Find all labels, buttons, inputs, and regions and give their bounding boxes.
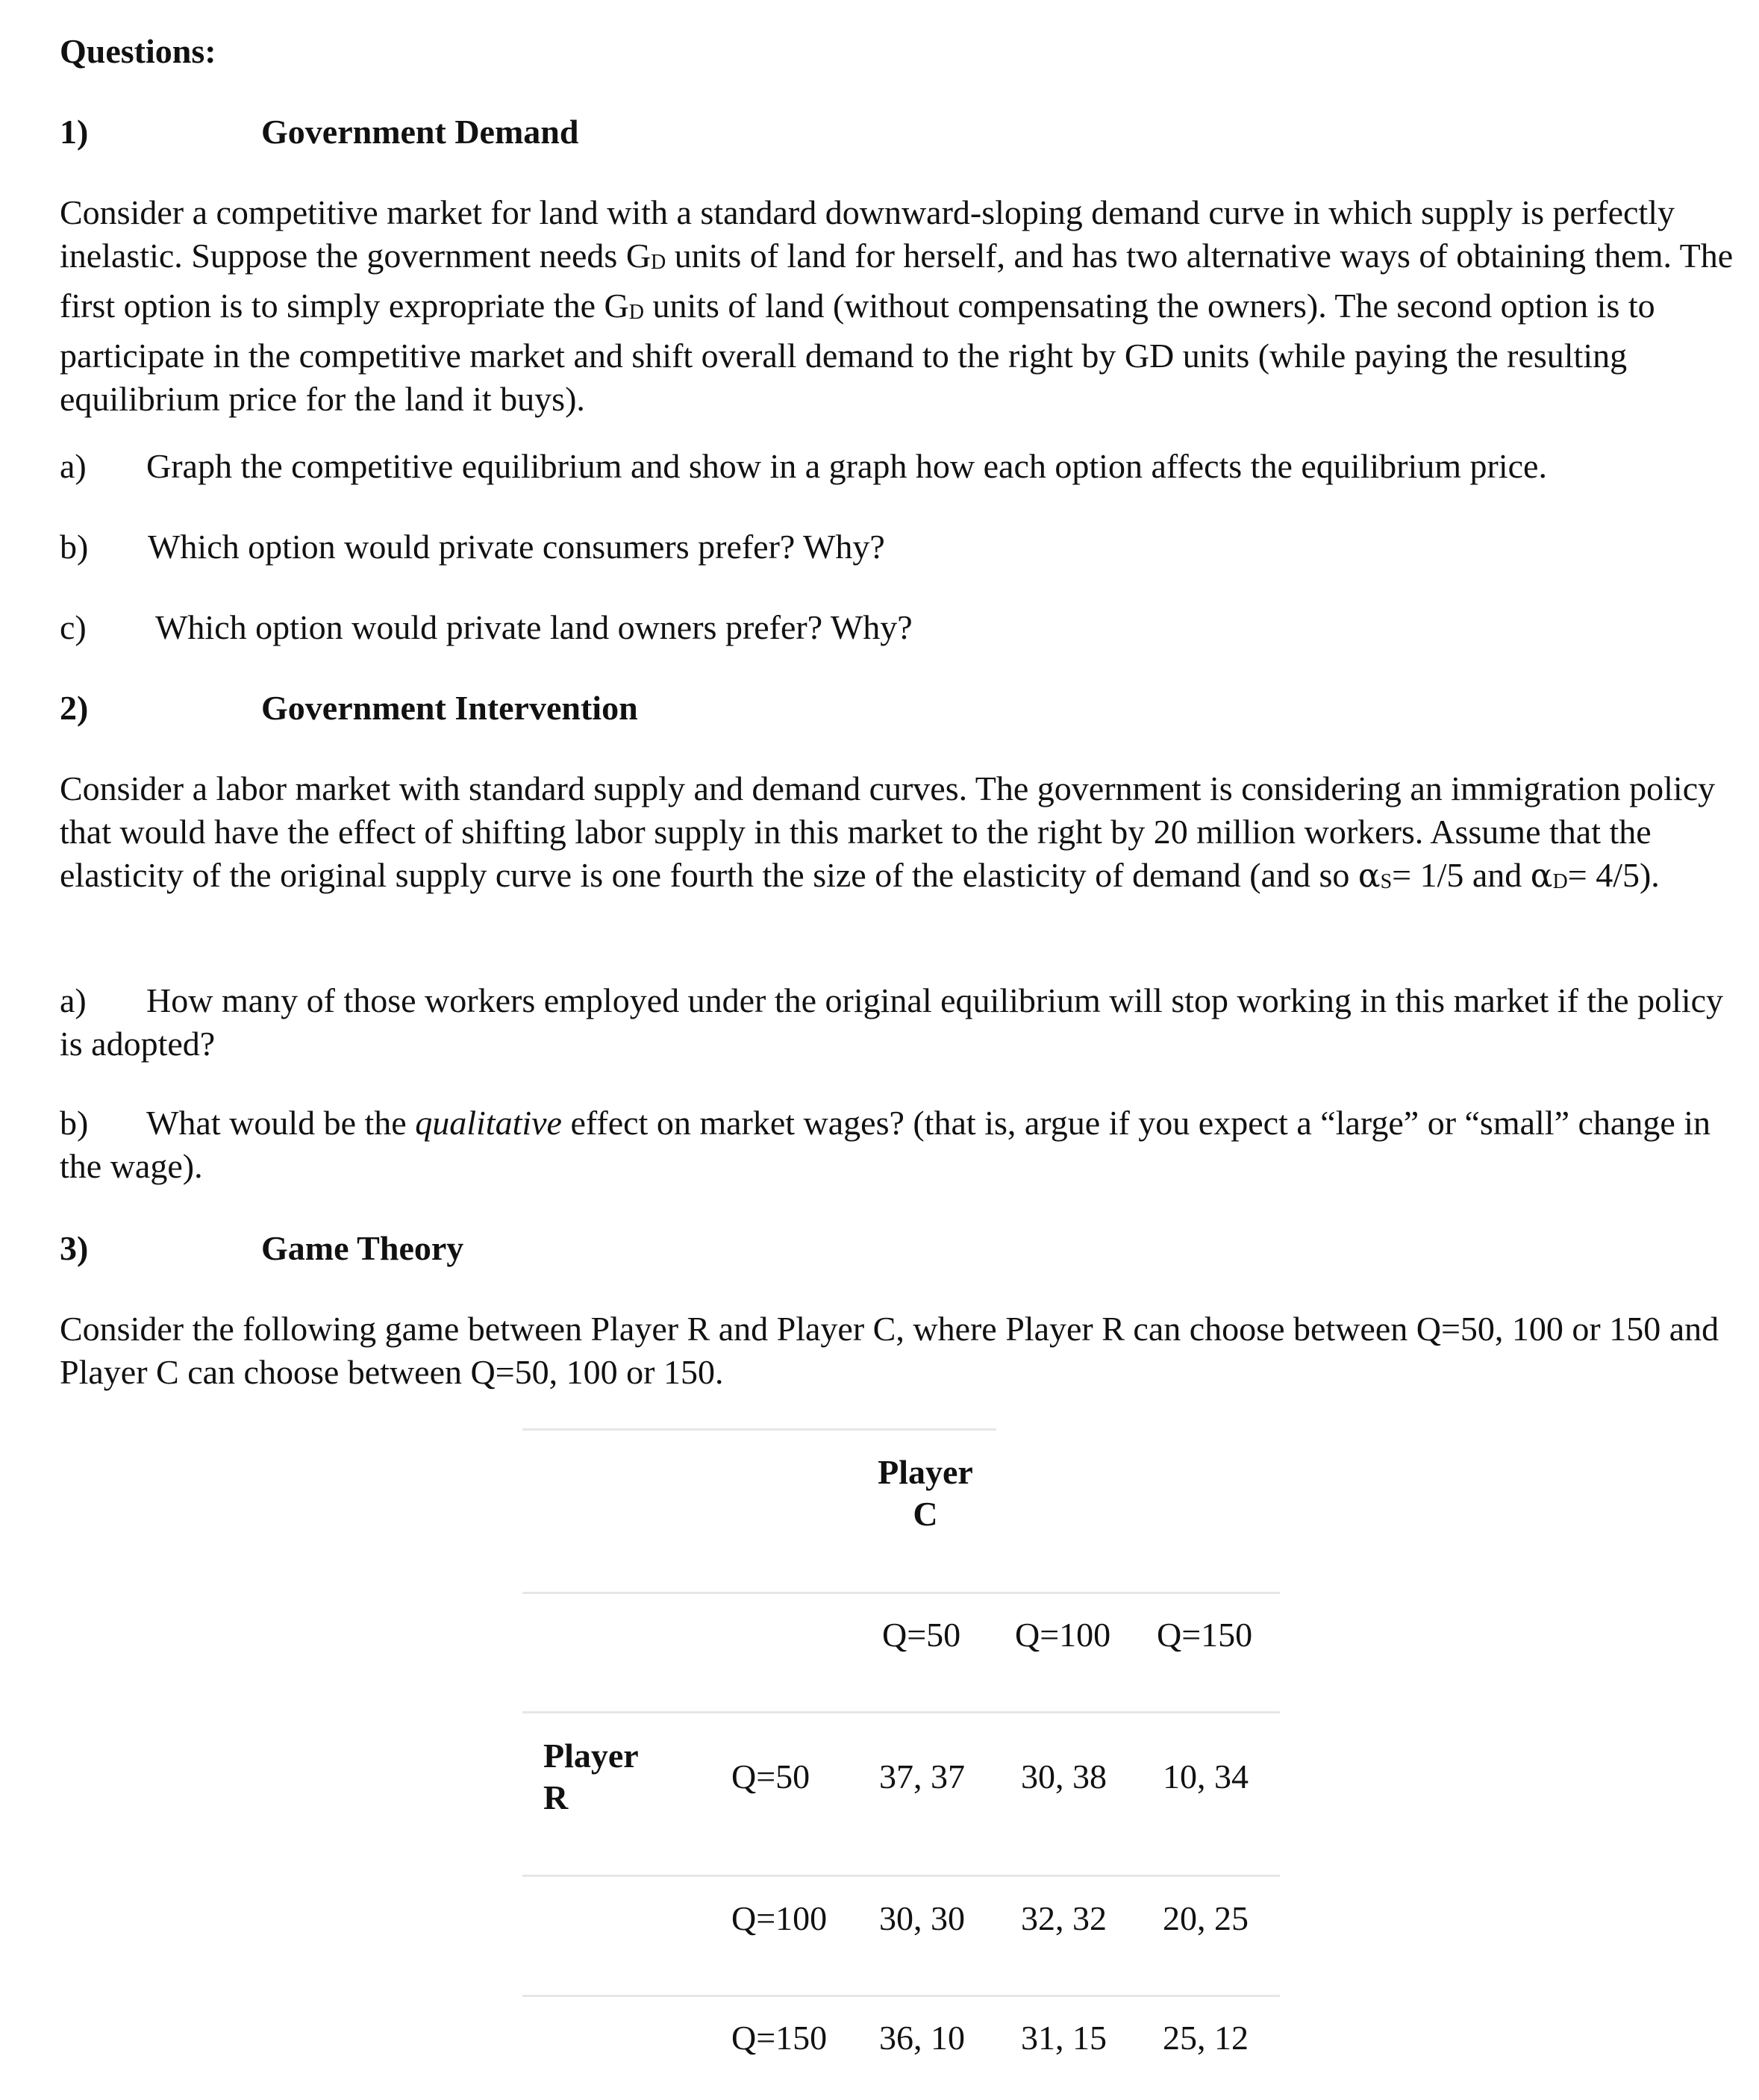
payoff-cell: 20, 25 — [1163, 1899, 1249, 1937]
payoff-cell: 32, 32 — [1021, 1899, 1107, 1937]
q1-item-b-text: Which option would private consumers prefer? Why? — [148, 528, 885, 566]
q2-item-a-letter: a) — [60, 981, 87, 1019]
table-rule-header — [522, 1592, 1280, 1594]
q2-subscript-s: S — [1380, 870, 1393, 893]
q1-text-part-2: units of land for herself, and has two alternative ways of obtaining them. The first option is to simply expropriate the G — [60, 237, 1734, 325]
q2-item-b-letter: b) — [60, 1104, 89, 1142]
row-player-label-line-2: R — [543, 1778, 569, 1816]
payoff-cell: 36, 10 — [879, 2019, 965, 2057]
page-heading: Questions: — [60, 32, 216, 70]
q1-text-part-1: Consider a competitive market for land with a standard downward-sloping demand curve in which supply is perfectly inelastic. Suppose the government needs G — [60, 193, 1675, 275]
question-2-number: 2) — [60, 689, 89, 727]
question-3-paragraph: Consider the following game between Player R and Player C, where Player R can choose between Q=50, 100 or 150 and Player C can choose between Q=50, 100 or 150. — [60, 1310, 1719, 1391]
payoff-cell: 30, 38 — [1021, 1757, 1107, 1796]
column-player-label-line-1: Player — [878, 1453, 973, 1491]
question-2-title: Government Intervention — [261, 689, 638, 727]
column-player-label — [851, 1451, 1000, 1535]
question-1-paragraph — [60, 191, 1746, 421]
row-header-q150: Q=150 — [731, 2019, 828, 2057]
q1-item-b-letter: b) — [60, 528, 89, 566]
column-header-q150: Q=150 — [1157, 1616, 1253, 1654]
alpha-d-symbol: α — [1530, 857, 1553, 895]
column-header-q50: Q=50 — [882, 1616, 961, 1654]
question-3-number: 3) — [60, 1229, 89, 1267]
q2-item-a-text: How many of those workers employed under the original equilibrium will stop working in this market if the policy is adopted? — [60, 981, 1724, 1063]
q2-text-part-2: = 1/5 and — [1392, 856, 1531, 894]
q1-item-a-letter: a) — [60, 447, 87, 485]
table-rule-row-3 — [522, 1995, 1280, 1997]
column-player-label-line-2: C — [913, 1495, 938, 1533]
q2-subscript-d: D — [1552, 870, 1568, 893]
alpha-s-symbol: α — [1357, 857, 1381, 895]
q1-item-c-letter: c) — [60, 608, 87, 646]
question-2-paragraph — [60, 767, 1746, 904]
table-rule-row-2 — [522, 1875, 1280, 1877]
row-header-q50: Q=50 — [731, 1757, 810, 1796]
row-header-q100: Q=100 — [731, 1899, 828, 1937]
q2-text-part-1: Consider a labor market with standard supply and demand curves. The government is considering an immigration policy that would have the effect of shifting labor supply in this market to the right by 20 million workers. Assume that the elasticity of the original supply curve is one fourth the size of the elasticity of demand (and so — [60, 769, 1716, 894]
row-player-label-line-1: Player — [543, 1737, 639, 1775]
payoff-cell: 10, 34 — [1163, 1757, 1249, 1796]
payoff-cell: 25, 12 — [1163, 2019, 1249, 2057]
payoff-cell: 31, 15 — [1021, 2019, 1107, 2057]
q1-subscript-1: D — [651, 251, 666, 274]
question-1-title: Government Demand — [261, 113, 579, 151]
question-3-title: Game Theory — [261, 1229, 464, 1267]
payoff-cell: 37, 37 — [879, 1757, 965, 1796]
q2-item-b-emphasis: qualitative — [415, 1104, 562, 1142]
question-1-number: 1) — [60, 113, 89, 151]
table-rule-row-1 — [522, 1711, 1280, 1713]
column-header-q100: Q=100 — [1015, 1616, 1111, 1654]
q1-item-c-text: Which option would private land owners prefer? Why? — [155, 608, 913, 646]
payoff-cell: 30, 30 — [879, 1899, 965, 1937]
q1-subscript-2: D — [628, 301, 644, 324]
row-player-label — [543, 1735, 639, 1819]
q2-item-b-text-pre: What would be the — [146, 1104, 416, 1142]
q1-text-part-3: units of land (without compensating the owners). The second option is to participate in the competitive market and shift overall demand to the right by GD units (while paying the resulting equilibrium price for the land it buys). — [60, 287, 1655, 418]
q1-item-a-text: Graph the competitive equilibrium and show in a graph how each option affects the equilibrium price. — [146, 447, 1547, 485]
table-rule-top — [522, 1428, 996, 1431]
q2-item-a — [60, 979, 1746, 1066]
q2-text-part-3: = 4/5). — [1567, 856, 1660, 894]
q2-item-b-text-post: effect on market wages? (that is, argue if you expect a “large” or “small” change in the wage). — [60, 1104, 1711, 1185]
q2-item-b — [60, 1101, 1746, 1188]
